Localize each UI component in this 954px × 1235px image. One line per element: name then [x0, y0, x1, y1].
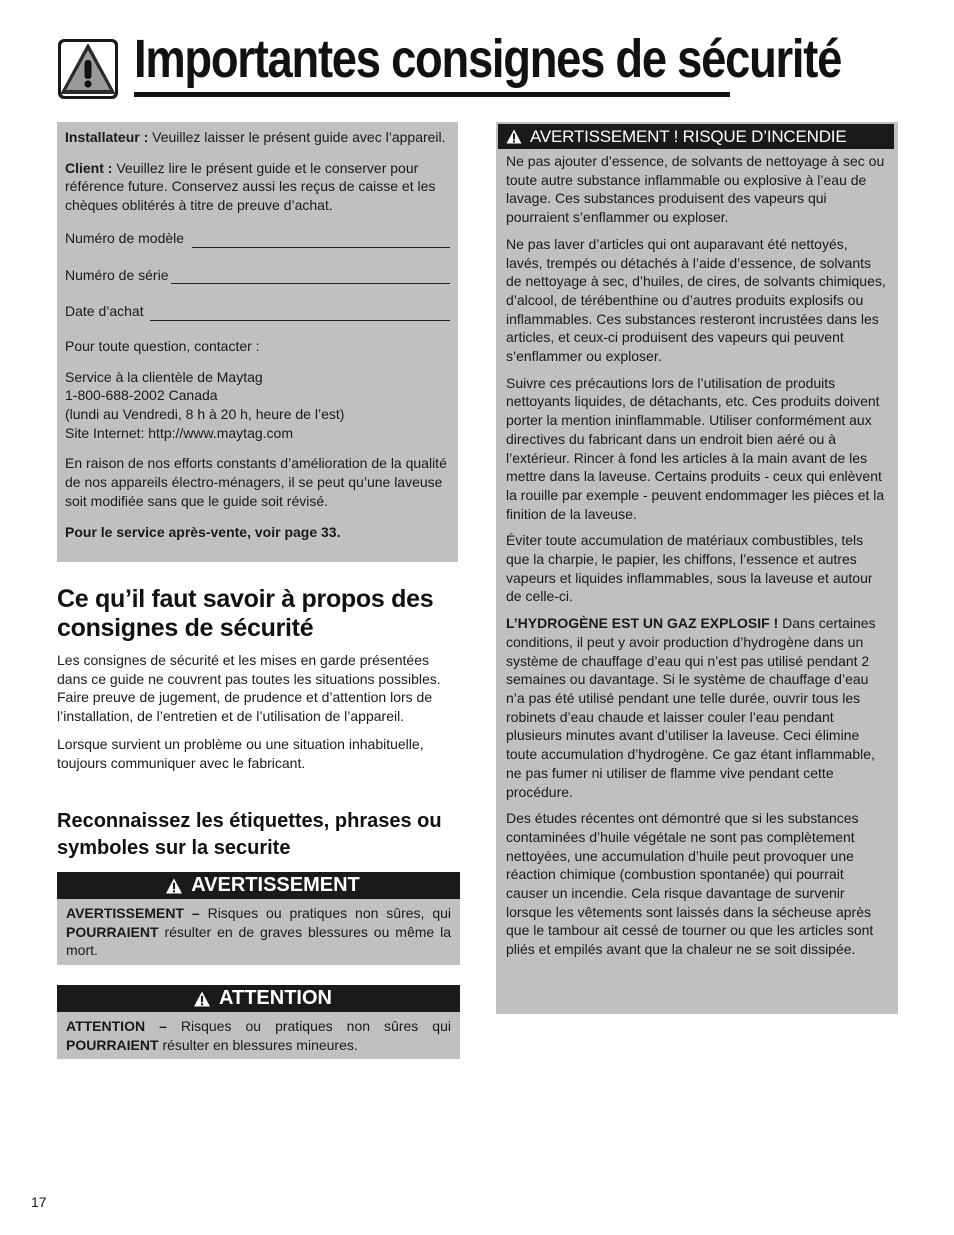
fire-hazard-box — [496, 122, 898, 1014]
service-page-note: Pour le service après-vente, voir page 33. — [65, 523, 341, 540]
fire-paragraph-4: Éviter toute accumulation de matériaux combustibles, tels que la charpie, le papier, les chiffons, l’essence et autres vapeurs et liquides inflammables, sous la laveuse et autour de celle-ci. — [506, 532, 873, 605]
page-number: 17 — [31, 1194, 47, 1210]
section-paragraph-1: Les consignes de sécurité et les mises en garde présentées dans ce guide ne couvrent pas toutes les situations possibles. Faire preuve de jugement, de prudence et d’attention lors de l’installation, de l’entretien et de l’utilisation de l’appareil. — [57, 652, 441, 725]
sub-heading: Reconnaissez les étiquettes, phrases ou symboles sur la securite — [57, 810, 442, 859]
warning-triangle-icon — [57, 38, 119, 100]
section-body — [57, 651, 457, 781]
attention-signal-body: ATTENTION – Risques ou pratiques non sûres qui POURRAIENT résulter en blessures mineures. — [57, 1012, 460, 1059]
fire-hazard-header: AVERTISSEMENT ! RISQUE D’INCENDIE — [498, 124, 894, 149]
warning-triangle-icon — [165, 878, 183, 894]
fire-paragraph-5: L’HYDROGÈNE EST UN GAZ EXPLOSIF ! Dans certaines conditions, il peut y avoir production d’hydrogène dans un système de chauffage d’eau qui n’est pas utilisé pendant 2 semaines ou davantage. Si le système de chauffage d’eau n’a pas été utilisé pendant une telle durée, ouvrir tous les robinets d’eau chaude et laisser couler l’eau pendant plusieurs minutes avant d’utiliser la laveuse. Ceci élimine toute accumulation d’hydrogène. Ce gaz étant inflammable, ne pas fumer ni utiliser de flamme vive pendant cette procédure. — [506, 615, 876, 800]
warning-triangle-icon — [193, 991, 211, 1007]
fire-paragraph-3: Suivre ces précautions lors de l’utilisation de produits nettoyants liquides, de détachants, etc. Ces produits doivent porter la mention ininflammable. Utiliser conformément aux directives du fabricant dans un endroit bien aéré ou à l’extérieur. Rincer à fond les articles à la main avant de les mettre dans la laveuse. Certains produits - ceux qui enlèvent la rouille par exemple - peuvent endommager les pièces et la finition de la laveuse. — [506, 374, 885, 522]
warning-triangle-icon — [506, 129, 522, 144]
purchase-date-field[interactable]: Date d’achat — [65, 302, 450, 321]
page-title: Importantes consignes de sécurité — [134, 29, 842, 89]
fire-paragraph-6: Des études récentes ont démontré que si les substances contaminées d’huile végétale ne sont pas complètement nettoyées, une accumulation d’huile peut provoquer une réaction chimique (combustion spontanée) qui pourrait causer un incendie. Cela risque davantage de survenir lorsque les vêtements sont laissés dans la sécheuse après que le tambour ait cessé de tourner ou que les articles sont pliés et empilés avant que la chaleur ne se soit dissipée. — [506, 810, 874, 958]
warning-signal-body: AVERTISSEMENT – Risques ou pratiques non sûres, qui POURRAIENT résulter en de graves blessures ou même la mort. — [57, 899, 460, 965]
model-number-field[interactable]: Numéro de modèle — [65, 229, 450, 248]
purchase-date-line[interactable] — [150, 306, 450, 321]
improvement-note: En raison de nos efforts constants d’amélioration de la qualité de nos appareils électro-ménagers, il se peut qu’une laveuse soit modifiée sans que le guide soit révisé. — [65, 455, 447, 509]
attention-signal-header: ATTENTION — [57, 985, 460, 1012]
warning-signal-header: AVERTISSEMENT — [57, 872, 460, 899]
service-contact: Service à la clientèle de Maytag 1-800-688-2002 Canada (lundi au Vendredi, 8 h à 20 h, heure de l’est) Site Internet: http://www.maytag.com — [65, 368, 345, 441]
fire-paragraph-2: Ne pas laver d’articles qui ont auparavant été nettoyés, lavés, trempés ou détachés à l’aide d’essence, de solvants de nettoyage à sec, d’huiles, de cires, de solvants chimiques, d’alcool, de térébenthine ou d’autres produits explosifs ou inflammables. Ces substances resteront incrustées dans les articles, et ceux-ci produisent des vapeurs qui peuvent s’enflammer ou exploser. — [506, 235, 886, 365]
installer-note: Installateur : Veuillez laisser le présent guide avec l’appareil. — [65, 129, 446, 145]
section-paragraph-2: Lorsque survient un problème ou une situation inhabituelle, toujours communiquer avec le fabricant. — [57, 735, 424, 771]
fire-paragraph-1: Ne pas ajouter d’essence, de solvants de nettoyage à sec ou toute autre substance inflammable ou explosive à l’eau de lavage. Ces substances produisent des vapeurs qui pourraient s’enflammer ou exploser. — [506, 153, 885, 226]
model-number-line[interactable] — [192, 233, 450, 248]
title-rule — [134, 92, 730, 97]
serial-number-field[interactable]: Numéro de série — [65, 266, 450, 285]
owner-info-box — [57, 122, 458, 562]
client-note: Client : Veuillez lire le présent guide et le conserver pour référence future. Conservez aussi les reçus de caisse et les chèques oblitérés à titre de preuve d’achat. — [65, 159, 436, 214]
section-heading: Ce qu’il faut savoir à propos des consignes de sécurité — [57, 585, 434, 642]
contact-intro: Pour toute question, contacter : — [65, 337, 260, 354]
serial-number-line[interactable] — [171, 269, 451, 284]
